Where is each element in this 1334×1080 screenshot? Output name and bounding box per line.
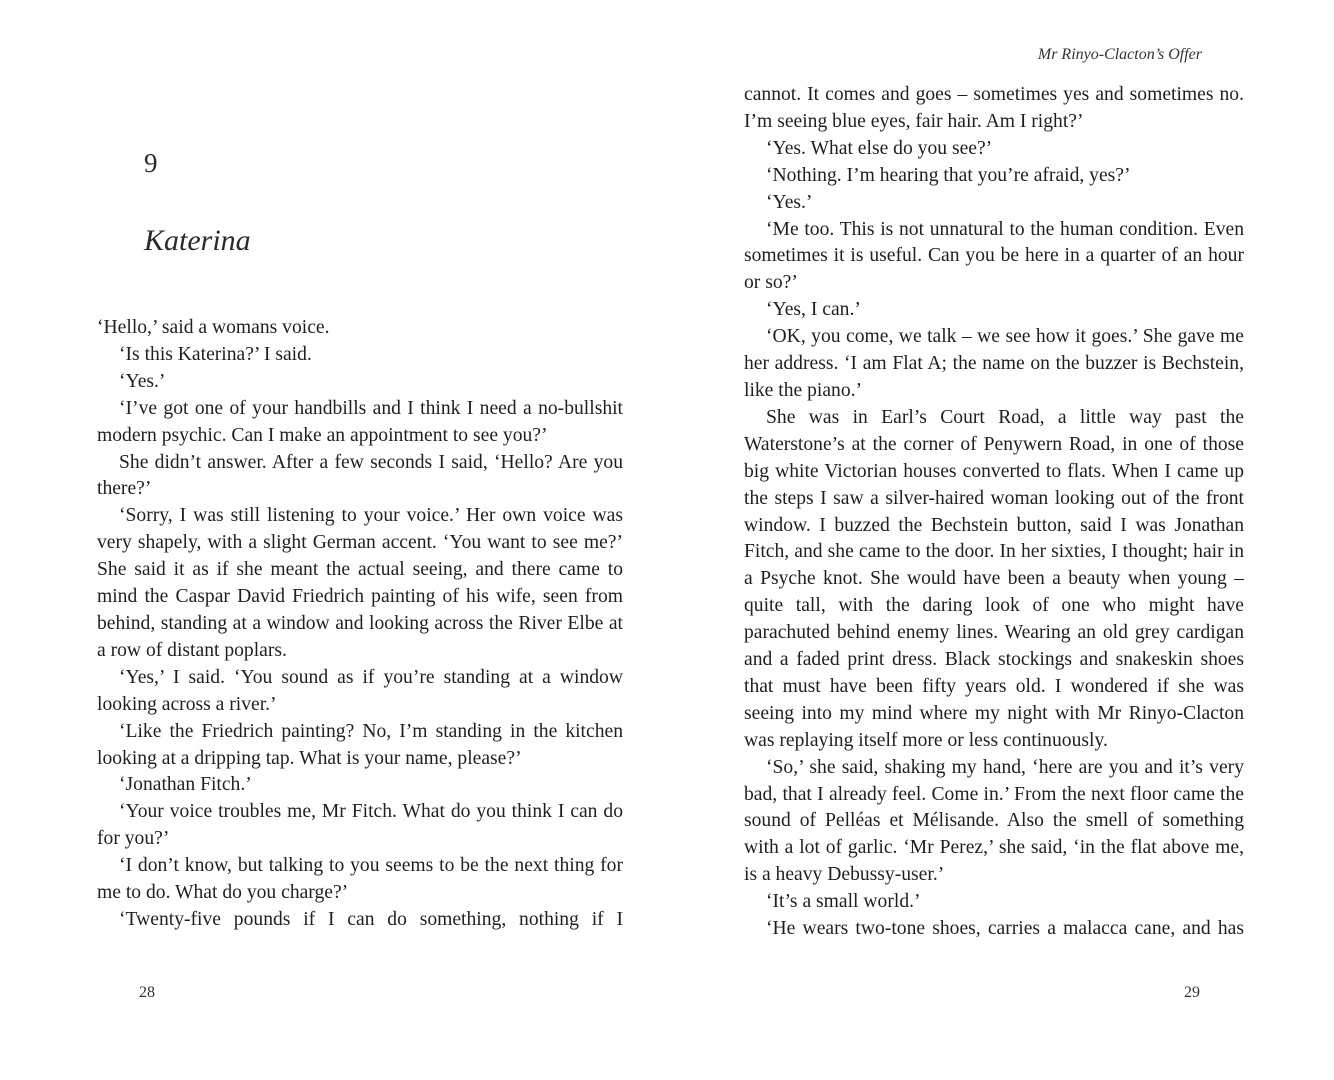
chapter-number: 9 — [144, 148, 158, 178]
paragraph: ‘It’s a small world.’ — [766, 891, 921, 913]
paragraph: ‘So,’ she said, shaking my hand, ‘here are you and it’s very bad, that I already feel. Come in.’ From the next floor came the sound of Pelléas et Mélisande. Also the smell of something with a lot of garlic. ‘Mr Perez,’ she said, ‘in the flat above me, is a heavy Debussy-user.’ — [744, 756, 1244, 886]
paragraph: ‘Nothing. I’m hearing that you’re afraid, yes?’ — [766, 164, 1131, 186]
paragraph: ‘Sorry, I was still listening to your voice.’ Her own voice was very shapely, with a slight German accent. ‘You want to see me?’ She said it as if she meant the actual seeing, and there came to mind the Caspar David Friedrich painting of his wife, seen from behind, standing at a window and looking across the River Elbe at a row of distant poplars. — [97, 505, 623, 661]
paragraph: ‘Yes.’ — [119, 370, 166, 392]
paragraph: ‘I don’t know, but talking to you seems to be the next thing for me to do. What do you charge?’ — [97, 855, 623, 904]
right-page — [667, 0, 1334, 1080]
paragraph: ‘Yes. What else do you see?’ — [766, 137, 993, 159]
left-body-text — [97, 315, 623, 934]
paragraph: ‘Jonathan Fitch.’ — [119, 774, 252, 796]
paragraph: ‘Yes, I can.’ — [766, 299, 861, 321]
running-head: Mr Rinyo-Clacton’s Offer — [1037, 46, 1202, 63]
chapter-title: Katerina — [144, 224, 251, 257]
paragraph: ‘Me too. This is not unnatural to the human condition. Even sometimes it is useful. Can you be here in a quarter of an hour or so?’ — [744, 218, 1244, 294]
page-number: 28 — [139, 984, 155, 1001]
paragraph: ‘Is this Katerina?’ I said. — [119, 343, 312, 365]
paragraph: ‘Yes.’ — [766, 191, 813, 213]
paragraph: cannot. It comes and goes – sometimes yes and sometimes no. I’m seeing blue eyes, fair hair. Am I right?’ — [744, 84, 1244, 132]
paragraph: ‘He wears two-tone shoes, carries a malacca cane, and has — [766, 918, 1244, 940]
paragraph: ‘Twenty-five pounds if I can do something, nothing if I — [119, 908, 623, 930]
paragraph: She didn’t answer. After a few seconds I said, ‘Hello? Are you there?’ — [97, 451, 623, 500]
paragraph: ‘Yes,’ I said. ‘You sound as if you’re standing at a window looking across a river.’ — [97, 666, 623, 715]
paragraph: ‘Like the Friedrich painting? No, I’m standing in the kitchen looking at a dripping tap. What is your name, please?’ — [97, 720, 623, 769]
page-number: 29 — [1184, 984, 1200, 1001]
paragraph: ‘Hello,’ said a womans voice. — [97, 317, 330, 338]
paragraph: ‘I’ve got one of your handbills and I think I need a no-bullshit modern psychic. Can I make an appointment to see you?’ — [97, 397, 623, 446]
paragraph: She was in Earl’s Court Road, a little way past the Waterstone’s at the corner of Penywern Road, in one of those big white Victorian houses converted to flats. When I came up the steps I saw a silver-haired woman looking out of the front window. I buzzed the Bechstein button, said I was Jonathan Fitch, and she came to the door. In her sixties, I thought; hair in a Psyche knot. She would have been a beauty when young – quite tall, with the daring look of one who might have parachuted behind enemy lines. Wearing an old grey cardigan and a faded print dress. Black stockings and snakeskin shoes that must have been fifty years old. I wondered if she was seeing into my mind where my night with Mr Rinyo-Clacton was replaying itself more or less continuously. — [744, 406, 1244, 751]
paragraph: ‘OK, you come, we talk – we see how it goes.’ She gave me her address. ‘I am Flat A; the name on the buzzer is Bechstein, like the piano.’ — [744, 326, 1244, 401]
right-body-text — [744, 82, 1244, 943]
paragraph: ‘Your voice troubles me, Mr Fitch. What do you think I can do for you?’ — [97, 801, 623, 850]
